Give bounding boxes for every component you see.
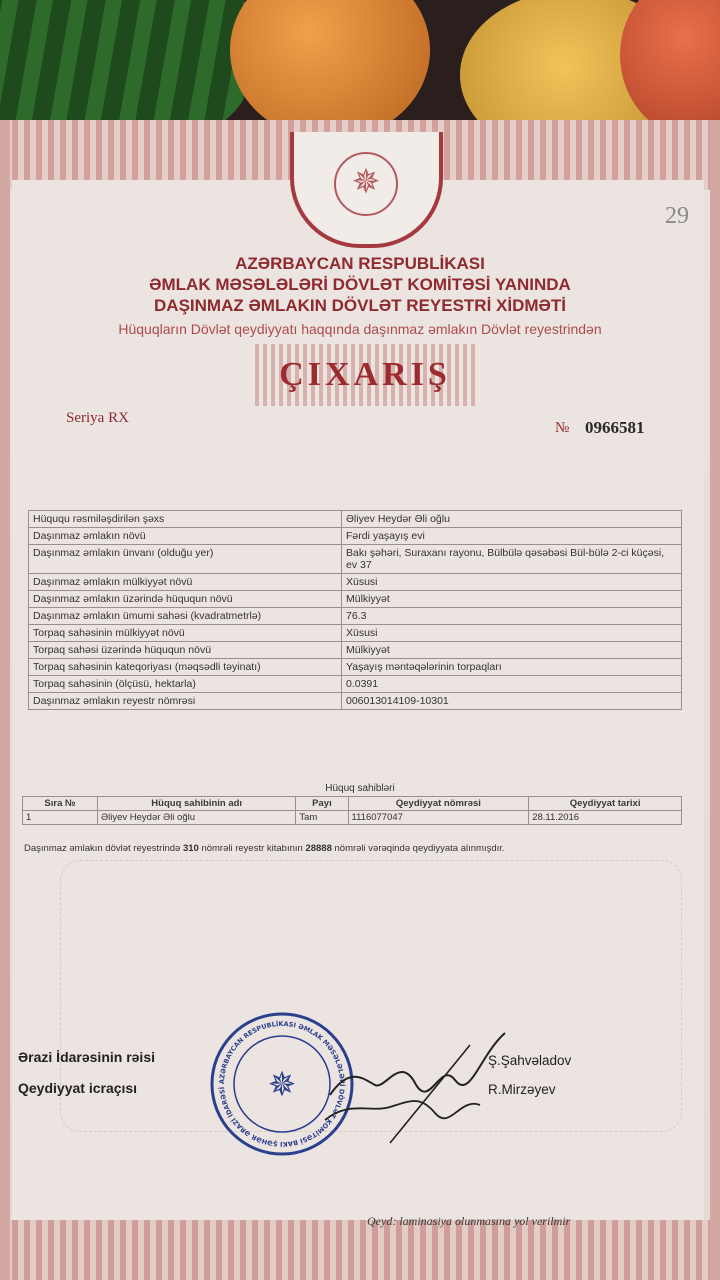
ornamental-border-bottom [0,1220,720,1280]
owner-cell: 1116077047 [348,811,529,825]
certificate-document [0,120,720,1280]
signatory-name-1: Ş.Şahvəladov [488,1053,572,1068]
document-title: ÇIXARIŞ [279,356,451,393]
info-value: Xüsusi [342,625,682,642]
owners-column-header: Qeydiyyat nömrəsi [348,797,529,811]
header-line-2: ƏMLAK MƏSƏLƏLƏRİ DÖVLƏT KOMİTƏSİ YANINDA [149,275,571,294]
info-value: Xüsusi [342,574,682,591]
info-row [29,693,682,710]
background-photo [0,0,720,140]
registry-note [24,842,674,855]
note-part-1: Daşınmaz əmlakın dövlət reyestrində [24,843,181,854]
owner-cell: 1 [23,811,98,825]
info-value: Əliyev Heydər Əli oğlu [342,511,682,528]
owner-row [23,811,682,825]
info-label: Daşınmaz əmlakın mülkiyyət növü [29,574,342,591]
registry-book-number: 310 [182,843,199,854]
info-label: Daşınmaz əmlakın reyestr nömrəsi [29,693,342,710]
info-label: Torpaq sahəsinin kateqoriyası (məqsədli təyinatı) [29,659,342,676]
stamp-text: AZƏRBAYCAN RESPUBLİKASI ƏMLAK MƏSƏLƏLƏRİ DÖVLƏT KOMİTƏSİ BAKI ŞƏHƏR ƏRAZİ İDARƏSİ [217,1019,347,1149]
document-number: 0966581 [585,418,645,437]
signatory-role-1: Ərazi İdarəsinin rəisi [18,1049,155,1065]
signatory-role-2: Qeydiyyat icraçısı [18,1080,138,1096]
owners-column-header: Payı [296,797,348,811]
owner-cell: Tam [296,811,348,825]
series-label: Seriya RX [66,410,129,426]
watermelon-image [0,0,260,140]
info-row [29,528,682,545]
info-label: Hüququ rəsmiləşdirilən şəxs [29,511,342,528]
registry-sheet-number: 28888 [305,843,332,854]
info-value: 76.3 [342,608,682,625]
info-value: Yaşayış məntəqələrinin torpaqları [342,659,682,676]
info-row [29,625,682,642]
info-value: Bakı şəhəri, Suraxanı rayonu, Bülbülə qəsəbəsi Bül-bülə 2-ci küçəsi, ev 37 [342,545,682,574]
info-label: Daşınmaz əmlakın növü [29,528,342,545]
info-value: 006013014109-10301 [342,693,682,710]
info-label: Torpaq sahəsinin (ölçüsü, hektarla) [29,676,342,693]
emblem-star-icon: ✵ [334,152,398,216]
owner-cell: Əliyev Heydər Əli oğlu [97,811,295,825]
info-label: Daşınmaz əmlakın ünvanı (olduğu yer) [29,545,342,574]
owners-column-header: Sıra № [23,797,98,811]
info-row [29,659,682,676]
owners-table [22,796,682,825]
lamination-note: Qeyd: laminasiya olunmasına yol verilmir [367,1214,571,1228]
info-value: Mülkiyyət [342,591,682,608]
header-subtitle: Hüquqların Dövlət qeydiyyatı haqqında daşınmaz əmlakın Dövlət reyestrindən [118,321,602,337]
info-label: Torpaq sahəsinin mülkiyyət növü [29,625,342,642]
header-line-3: DAŞINMAZ ƏMLAKIN DÖVLƏT REYESTRİ XİDMƏTİ [154,296,566,315]
owner-cell: 28.11.2016 [529,811,682,825]
info-row [29,591,682,608]
info-row [29,511,682,528]
info-row [29,642,682,659]
signatory-name-2: R.Mirzəyev [488,1082,556,1097]
owners-title: Hüquq sahibləri [325,783,395,794]
info-row [29,608,682,625]
number-label: № [555,420,570,436]
owners-column-header: Hüquq sahibinin adı [97,797,295,811]
handwritten-signatures [320,1025,510,1145]
info-value: 0.0391 [342,676,682,693]
svg-text:✵: ✵ [267,1065,297,1105]
note-part-2: nömrəli reyestr kitabının [201,843,303,854]
header-line-1: AZƏRBAYCAN RESPUBLİKASI [235,254,485,273]
handwritten-page-number: 29 [665,203,689,229]
info-value: Fərdi yaşayış evi [342,528,682,545]
info-row [29,574,682,591]
info-label: Daşınmaz əmlakın ümumi sahəsi (kvadratmetrlə) [29,608,342,625]
orange-fruit-image [230,0,430,140]
info-row [29,545,682,574]
info-value: Mülkiyyət [342,642,682,659]
property-info-table [28,510,682,710]
info-label: Torpaq sahəsi üzərində hüququn növü [29,642,342,659]
note-part-3: nömrəli vərəqində qeydiyyata alınmışdır. [334,843,505,854]
owners-column-header: Qeydiyyat tarixi [529,797,682,811]
info-row [29,676,682,693]
info-label: Daşınmaz əmlakın üzərində hüququn növü [29,591,342,608]
